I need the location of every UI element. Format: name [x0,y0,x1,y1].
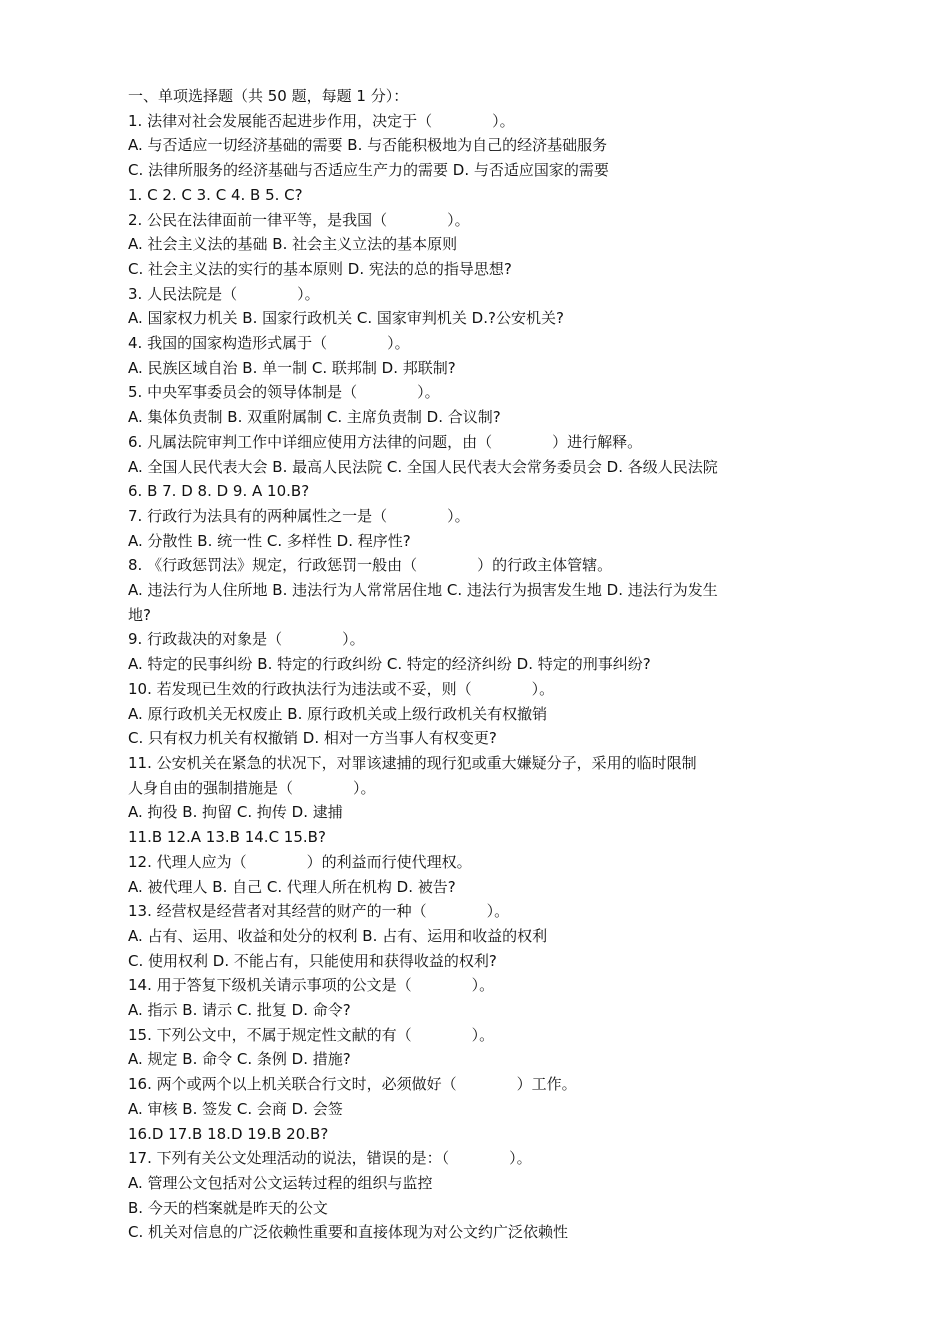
question-1: 1. 法律对社会发展能否起进步作用，决定于（ ）。 [128,111,515,130]
question-10: 10. 若发现已生效的行政执法行为违法或不妥，则（ ）。 [128,679,555,698]
question-9: 9. 行政裁决的对象是（ ）。 [128,630,365,649]
question-1-options-a-b: A. 与否适应一切经济基础的需要 B. 与否能积极地为自己的经济基础服务 [128,136,608,155]
question-4-options: A. 民族区域自治 B. 单一制 C. 联邦制 D. 邦联制? [128,358,456,377]
document-page [128,84,828,1245]
question-14: 14. 用于答复下级机关请示事项的公文是（ ）。 [128,976,495,995]
question-1-options-c-d: C. 法律所服务的经济基础与否适应生产力的需要 D. 与否适应国家的需要 [128,161,609,180]
question-9-options: A. 特定的民事纠纷 B. 特定的行政纠纷 C. 特定的经济纠纷 D. 特定的刑事纠纷? [128,655,651,674]
question-2-options-c-d: C. 社会主义法的实行的基本原则 D. 宪法的总的指导思想? [128,259,512,278]
question-15-options: A. 规定 B. 命令 C. 条例 D. 措施? [128,1050,351,1069]
question-12-options: A. 被代理人 B. 自己 C. 代理人所在机构 D. 被告? [128,877,456,896]
question-3: 3. 人民法院是（ ）。 [128,284,320,303]
question-7: 7. 行政行为法具有的两种属性之一是（ ）。 [128,506,470,525]
question-5-options: A. 集体负责制 B. 双重附属制 C. 主席负责制 D. 合议制? [128,408,501,427]
question-14-options: A. 指示 B. 请示 C. 批复 D. 命令? [128,1001,351,1020]
question-16-options: A. 审核 B. 签发 C. 会商 D. 会签 [128,1099,343,1118]
question-13-options-a-b: A. 占有、运用、收益和处分的权利 B. 占有、运用和收益的权利 [128,926,548,945]
question-17-option-c: C. 机关对信息的广泛依赖性重要和直接体现为对公文约广泛依赖性 [128,1223,569,1242]
question-11-continued: 人身自由的强制措施是（ ）。 [128,778,376,797]
question-17: 17. 下列有关公文处理活动的说法，错误的是：（ ）。 [128,1149,532,1168]
question-16: 16. 两个或两个以上机关联合行文时，必须做好（ ）工作。 [128,1075,577,1094]
question-4: 4. 我国的国家构造形式属于（ ）。 [128,334,410,353]
question-3-options: A. 国家权力机关 B. 国家行政机关 C. 国家审判机关 D.?公安机关? [128,309,564,328]
question-17-option-a: A. 管理公文包括对公文运转过程的组织与监控 [128,1173,433,1192]
question-5: 5. 中央军事委员会的领导体制是（ ）。 [128,383,440,402]
answer-key-11-15: 11.B 12.A 13.B 14.C 15.B? [128,828,326,847]
question-8-options: A. 违法行为人住所地 B. 违法行为人常常居住地 C. 违法行为损害发生地 D. 违法行为发生 [128,581,718,600]
question-8-options-continued: 地? [128,605,151,624]
answer-key-6-10: 6. B 7. D 8. D 9. A 10.B? [128,482,310,501]
question-8: 8. 《行政惩罚法》规定，行政惩罚一般由（ ）的行政主体管辖。 [128,556,613,575]
question-10-options-c-d: C. 只有权力机关有权撤销 D. 相对一方当事人有权变更? [128,729,497,748]
question-13-options-c-d: C. 使用权利 D. 不能占有，只能使用和获得收益的权利? [128,951,497,970]
question-15: 15. 下列公文中，不属于规定性文献的有（ ）。 [128,1025,495,1044]
answer-key-16-20: 16.D 17.B 18.D 19.B 20.B? [128,1124,329,1143]
question-7-options: A. 分散性 B. 统一性 C. 多样性 D. 程序性? [128,531,411,550]
question-11-options: A. 拘役 B. 拘留 C. 拘传 D. 逮捕 [128,803,343,822]
section-heading: 一、单项选择题（共 50 题，每题 1 分）： [128,87,409,105]
question-2: 2. 公民在法律面前一律平等，是我国（ ）。 [128,210,470,229]
question-13: 13. 经营权是经营者对其经营的财产的一种（ ）。 [128,902,510,921]
question-17-option-b: B. 今天的档案就是昨天的公文 [128,1198,328,1217]
answer-key-1-5: 1. C 2. C 3. C 4. B 5. C? [128,185,303,204]
question-2-options-a-b: A. 社会主义法的基础 B. 社会主义立法的基本原则 [128,235,458,254]
question-11: 11. 公安机关在紧急的状况下，对罪该逮捕的现行犯或重大嫌疑分子，采用的临时限制 [128,753,697,772]
question-12: 12. 代理人应为（ ）的利益而行使代理权。 [128,852,472,871]
question-6: 6. 凡属法院审判工作中详细应使用方法律的问题，由（ ）进行解释。 [128,432,643,451]
question-6-options: A. 全国人民代表大会 B. 最高人民法院 C. 全国人民代表大会常务委员会 D. 各级人民法院 [128,457,718,476]
question-10-options-a-b: A. 原行政机关无权废止 B. 原行政机关或上级行政机关有权撤销 [128,704,548,723]
